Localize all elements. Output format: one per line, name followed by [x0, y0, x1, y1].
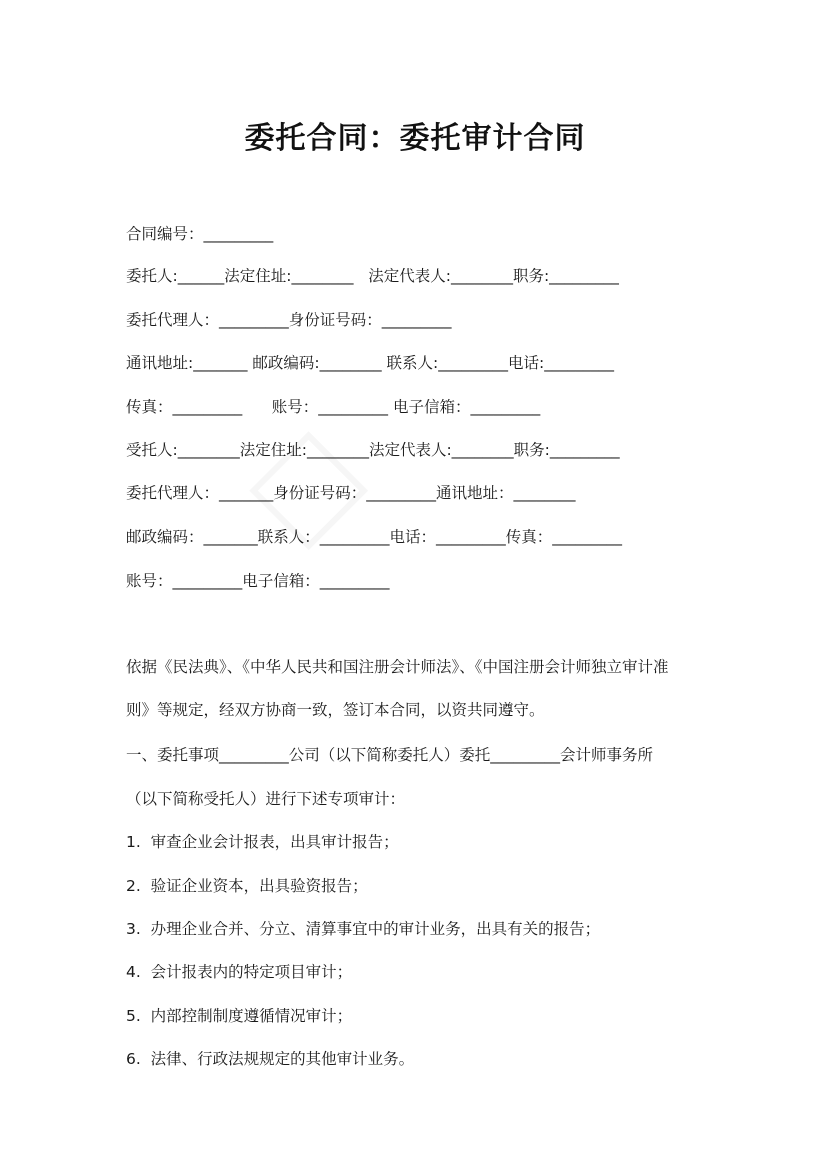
- document-title: 委托合同：委托审计合同: [244, 121, 586, 156]
- body-paragraph-line: 依据《民法典》、《中华人民共和国注册会计师法》、《中国注册会计师独立审计准: [126, 658, 669, 676]
- list-item: 3. 办理企业合并、分立、清算事宜中的审计业务，出具有关的报告；: [126, 920, 601, 938]
- field-trustee-contact: 邮政编码：_______联系人：_________电话：_________传真：_________: [126, 528, 623, 546]
- list-item: 6. 法律、行政法规规定的其他审计业务。: [126, 1050, 415, 1068]
- body-paragraph-line: （以下简称受托人）进行下述专项审计：: [126, 790, 406, 808]
- field-client-info: 委托人:______法定住址:________ 法定代表人:________职务:_________: [126, 267, 619, 285]
- section-heading-delegation: 一、委托事项_________公司（以下简称委托人）委托_________会计师事务所: [126, 746, 654, 764]
- field-client-agent: 委托代理人：_________身份证号码：_________: [126, 311, 452, 329]
- body-paragraph-line: 则》等规定，经双方协商一致，签订本合同，以资共同遵守。: [126, 701, 545, 719]
- field-client-contact: 通讯地址:_______ 邮政编码:________ 联系人:_________电话:_________: [126, 354, 614, 372]
- field-trustee-agent: 委托代理人：_______身份证号码：_________通讯地址：________: [126, 484, 576, 502]
- list-item: 1. 审查企业会计报表，出具审计报告；: [126, 833, 399, 851]
- field-client-fax-account: 传真：_________ 账号：_________ 电子信箱：_________: [126, 398, 541, 416]
- field-trustee-info: 受托人:________法定住址:________法定代表人:________职务:_________: [126, 441, 620, 459]
- field-trustee-account: 账号：_________电子信箱：_________: [126, 572, 390, 590]
- list-item: 5. 内部控制制度遵循情况审计；: [126, 1007, 353, 1025]
- list-item: 2. 验证企业资本，出具验资报告；: [126, 877, 368, 895]
- field-contract-number: 合同编号：_________: [126, 225, 274, 243]
- list-item: 4. 会计报表内的特定项目审计；: [126, 963, 353, 981]
